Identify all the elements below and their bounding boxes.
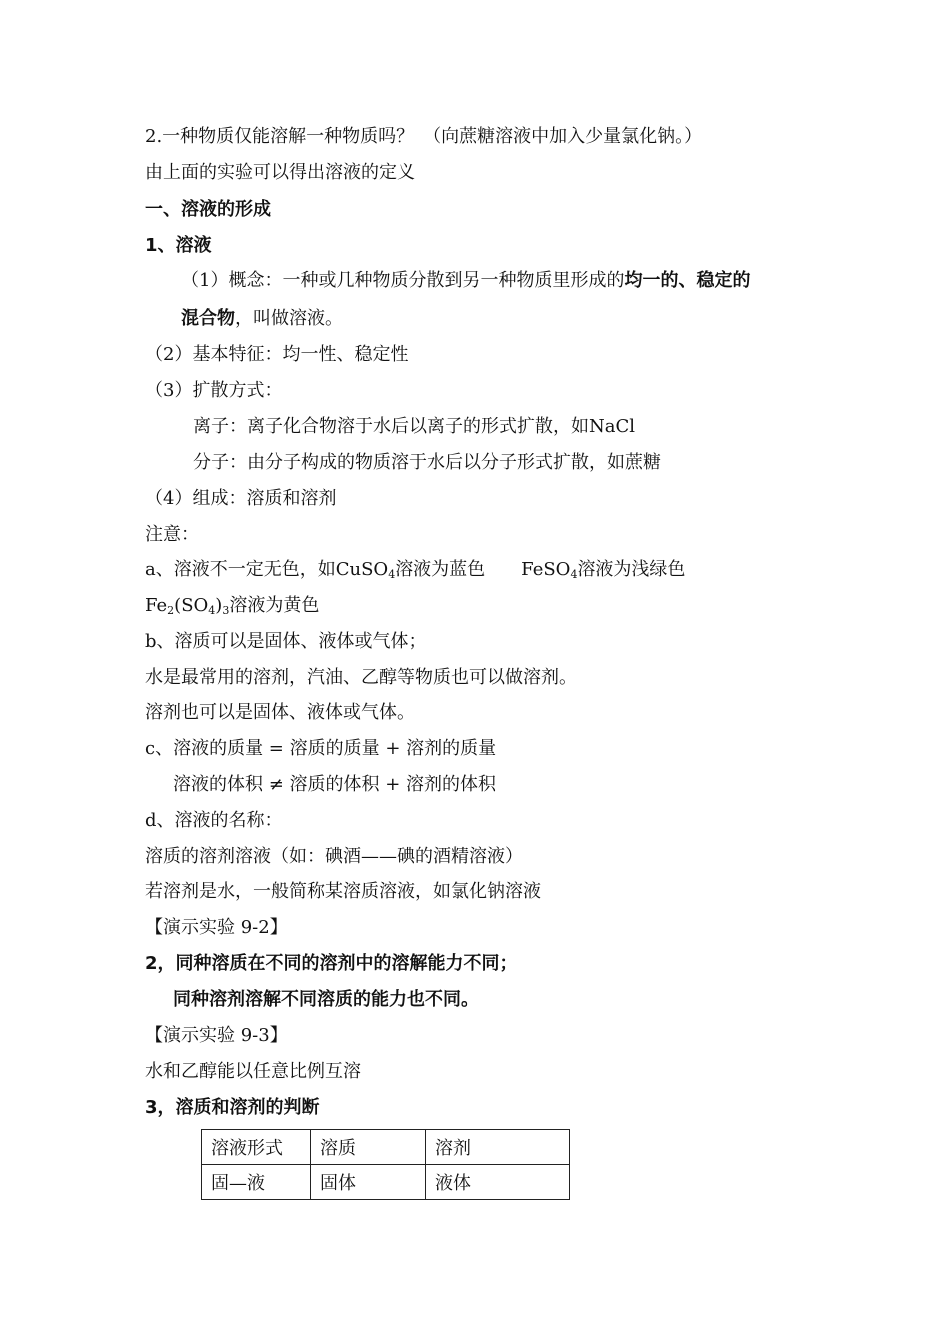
fe-sub-2: 4 (208, 604, 216, 617)
note-a-part-2: 溶液为蓝色 FeSO (395, 559, 571, 580)
demo-experiment-9-3: 【演示实验 9-3】 (145, 1025, 288, 1046)
miscibility-line: 水和乙醇能以任意比例互溶 (145, 1061, 361, 1082)
note-c-line-2: 溶液的体积 ≠ 溶质的体积 + 溶剂的体积 (173, 774, 497, 795)
features-line: （2）基本特征：均一性、稳定性 (145, 344, 409, 365)
table-row (202, 1165, 570, 1200)
fe-sub-3: 3 (222, 604, 230, 617)
point-2-line-2: 同种溶剂溶解不同溶质的能力也不同。 (173, 989, 479, 1010)
concept-line-2 (181, 308, 343, 330)
note-a-sub-1: 4 (388, 568, 396, 581)
table-header-row (202, 1130, 570, 1165)
note-d-line-2: 溶质的溶剂溶液（如：碘酒——碘的酒精溶液） (145, 846, 523, 867)
table-header-cell: 溶质 (311, 1130, 426, 1165)
question-2: 2.一种物质仅能溶解一种物质吗？ （向蔗糖溶液中加入少量氯化钠。） (145, 126, 703, 147)
fe2so43-line (145, 595, 319, 617)
concept-prefix: （1）概念：一种或几种物质分散到另一种物质里形成的 (181, 270, 625, 291)
note-label: 注意： (145, 524, 199, 545)
demo-experiment-9-2: 【演示实验 9-2】 (145, 917, 288, 938)
point-2-line-1: 2，同种溶质在不同的溶剂中的溶解能力不同； (145, 953, 518, 974)
table-header-cell: 溶剂 (426, 1130, 570, 1165)
concept-suffix: ，叫做溶液。 (235, 308, 343, 329)
note-d-line-1: d、溶液的名称： (145, 810, 283, 831)
note-a-line (145, 559, 685, 581)
note-a-sub-2: 4 (570, 568, 578, 581)
note-b-line-2: 水是最常用的溶剂，汽油、乙醇等物质也可以做溶剂。 (145, 667, 577, 688)
subsection-1-title: 1、溶液 (145, 235, 212, 256)
concept-bold-2: 混合物 (181, 308, 235, 329)
solute-solvent-table (201, 1129, 570, 1200)
table-cell: 固体 (311, 1165, 426, 1200)
fe-part-3: ) (215, 595, 223, 616)
concept-bold-1: 均一的、稳定的 (624, 270, 751, 291)
note-a-part-3: 溶液为浅绿色 (577, 559, 686, 580)
table-cell: 液体 (426, 1165, 570, 1200)
fe-part-1: Fe (145, 595, 168, 616)
table-header-cell: 溶液形式 (202, 1130, 311, 1165)
composition-line: （4）组成：溶质和溶剂 (145, 488, 337, 509)
point-3-title: 3，溶质和溶剂的判断 (145, 1097, 320, 1118)
fe-part-2: (SO (174, 595, 209, 616)
note-c-line-1: c、溶液的质量 = 溶质的质量 + 溶剂的质量 (145, 738, 497, 759)
concept-line-1 (181, 270, 750, 292)
ion-line: 离子：离子化合物溶于水后以离子的形式扩散，如NaCl (193, 416, 636, 437)
section-1-title: 一、溶液的形成 (145, 199, 271, 220)
fe-sub-1: 2 (167, 604, 175, 617)
table-cell: 固—液 (202, 1165, 311, 1200)
note-b-line-1: b、溶质可以是固体、液体或气体； (145, 631, 427, 652)
molecule-line: 分子：由分子构成的物质溶于水后以分子形式扩散，如蔗糖 (193, 452, 661, 473)
note-d-line-3: 若溶剂是水，一般简称某溶质溶液，如氯化钠溶液 (145, 881, 541, 902)
note-b-line-3: 溶剂也可以是固体、液体或气体。 (145, 702, 415, 723)
diffusion-line: （3）扩散方式： (145, 380, 283, 401)
definition-intro: 由上面的实验可以得出溶液的定义 (145, 162, 415, 183)
note-a-part-1: a、溶液不一定无色，如CuSO (145, 559, 389, 580)
fe-part-4: 溶液为黄色 (229, 595, 320, 616)
